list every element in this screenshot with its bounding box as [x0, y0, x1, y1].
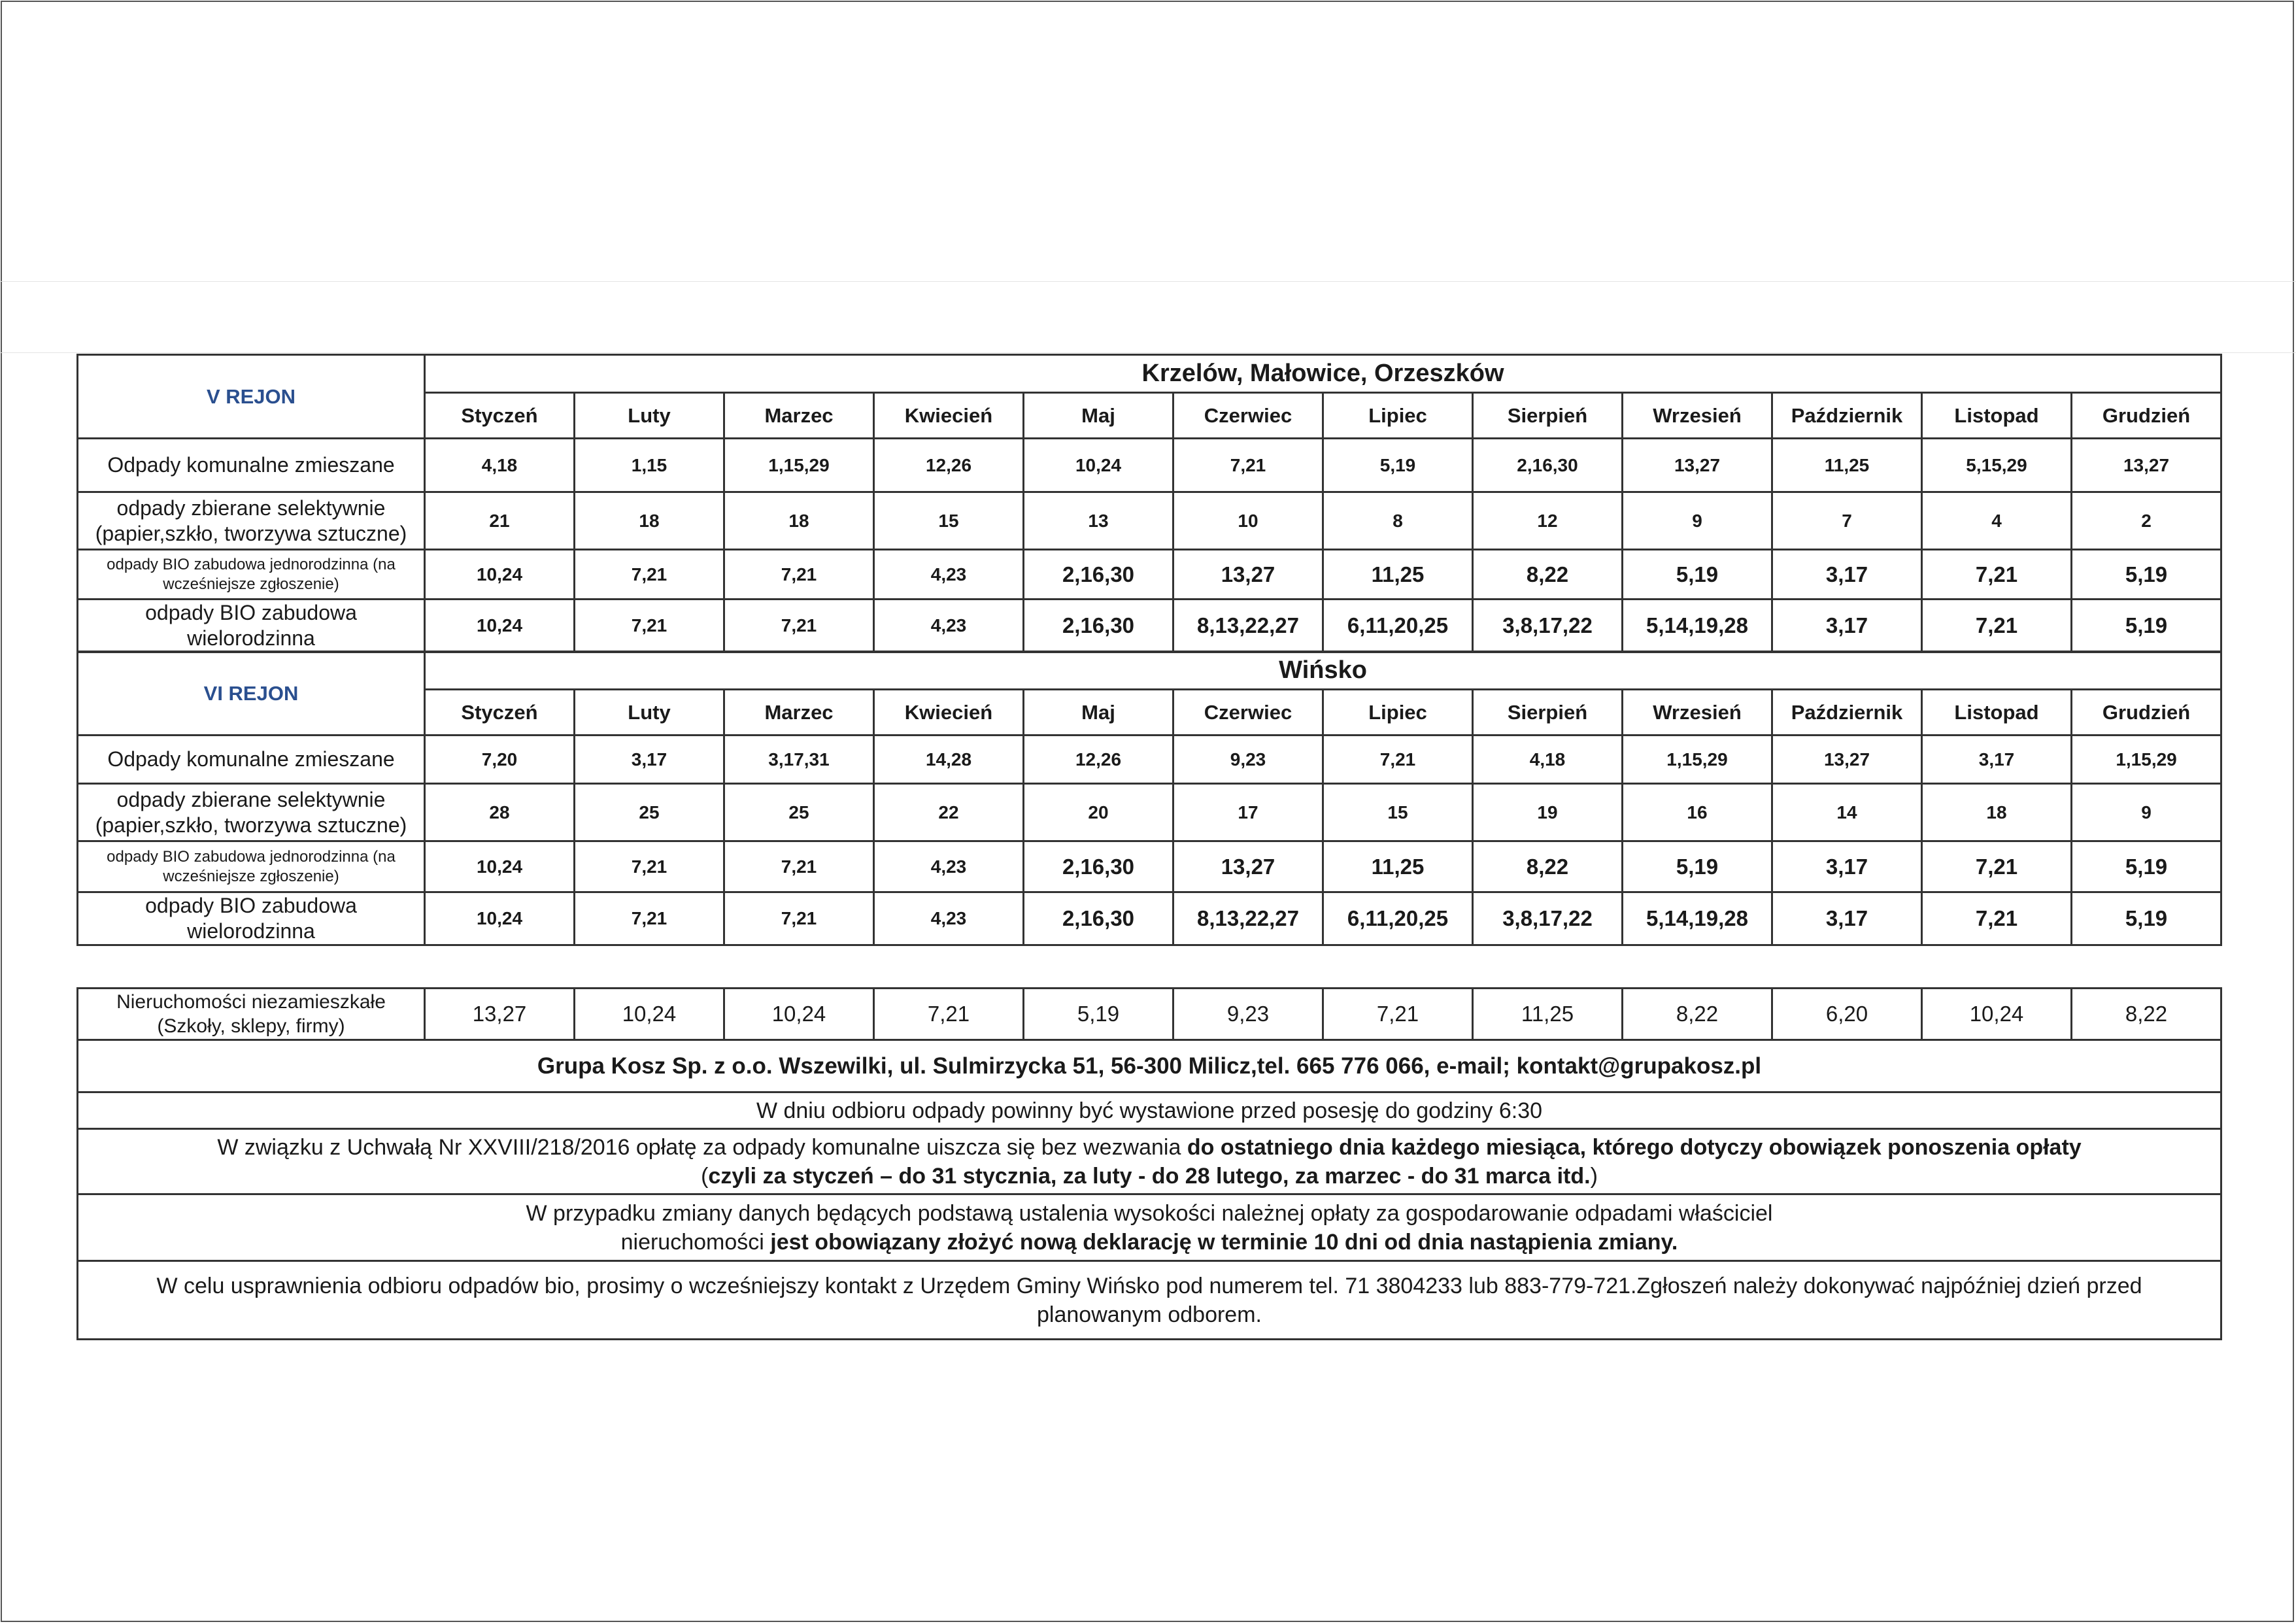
date-cell: 11,25 — [1323, 841, 1473, 892]
date-cell: 22 — [874, 784, 1024, 841]
date-cell: 4 — [1922, 492, 2072, 550]
month-header: Czerwiec — [1173, 393, 1323, 439]
date-cell: 13 — [1024, 492, 1173, 550]
month-header: Czerwiec — [1173, 690, 1323, 736]
date-cell: 5,19 — [2072, 600, 2221, 652]
date-cell: 11,25 — [1323, 550, 1473, 600]
table-row — [78, 550, 2221, 600]
row-label-line: wcześniejsze zgłoszenie) — [163, 867, 339, 885]
month-header: Sierpień — [1473, 393, 1623, 439]
region-locations: Wińsko — [425, 652, 2221, 690]
row-label: Odpady komunalne zmieszane — [78, 439, 425, 492]
date-cell: 5,19 — [1323, 439, 1473, 492]
date-cell: 7,21 — [1173, 439, 1323, 492]
date-cell: 2,16,30 — [1024, 841, 1173, 892]
date-cell: 5,19 — [2072, 550, 2221, 600]
payment-note — [78, 1129, 2221, 1194]
row-label-line: wcześniejsze zgłoszenie) — [163, 575, 339, 593]
date-cell: 3,8,17,22 — [1473, 600, 1623, 652]
table-row — [78, 492, 2221, 550]
row-label-line: wielorodzinna — [187, 919, 315, 943]
row-label — [78, 892, 425, 945]
month-header: Sierpień — [1473, 690, 1623, 736]
date-cell: 4,23 — [874, 841, 1024, 892]
nonresidential-row — [78, 989, 2221, 1040]
date-cell: 7,21 — [724, 841, 874, 892]
month-header: Listopad — [1922, 393, 2072, 439]
date-cell: 3,17 — [1772, 892, 1922, 945]
date-cell: 7,21 — [575, 892, 724, 945]
month-header: Styczeń — [425, 393, 575, 439]
date-cell: 6,20 — [1772, 989, 1922, 1040]
date-cell: 14 — [1772, 784, 1922, 841]
month-header: Listopad — [1922, 690, 2072, 736]
date-cell: 7,21 — [1922, 550, 2072, 600]
date-cell: 1,15,29 — [724, 439, 874, 492]
row-label-line: odpady BIO zabudowa — [145, 601, 357, 624]
date-cell: 14,28 — [874, 736, 1024, 784]
date-cell: 10,24 — [425, 841, 575, 892]
table-row — [78, 439, 2221, 492]
date-cell: 8,22 — [1473, 841, 1623, 892]
date-cell: 10,24 — [425, 892, 575, 945]
date-cell: 4,18 — [425, 439, 575, 492]
row-label: Odpady komunalne zmieszane — [78, 736, 425, 784]
month-header: Luty — [575, 690, 724, 736]
date-cell: 3,17 — [1772, 841, 1922, 892]
date-cell: 19 — [1473, 784, 1623, 841]
date-cell: 7,21 — [575, 550, 724, 600]
date-cell: 7,20 — [425, 736, 575, 784]
date-cell: 13,27 — [2072, 439, 2221, 492]
month-header: Marzec — [724, 690, 874, 736]
date-cell: 2,16,30 — [1473, 439, 1623, 492]
date-cell: 7,21 — [724, 550, 874, 600]
date-cell: 11,25 — [1772, 439, 1922, 492]
bio-contact-note — [78, 1261, 2221, 1340]
date-cell: 1,15,29 — [2072, 736, 2221, 784]
date-cell: 21 — [425, 492, 575, 550]
month-header: Luty — [575, 393, 724, 439]
date-cell: 3,17 — [575, 736, 724, 784]
company-info: Grupa Kosz Sp. z o.o. Wszewilki, ul. Sulmirzycka 51, 56-300 Milicz,tel. 665 776 066, e-mail; kontakt@grupakosz.pl — [78, 1040, 2221, 1092]
date-cell: 2,16,30 — [1024, 600, 1173, 652]
date-cell: 6,11,20,25 — [1323, 892, 1473, 945]
region-locations: Krzelów, Małowice, Orzeszków — [425, 355, 2221, 393]
payment-note-text: ( — [701, 1163, 709, 1189]
date-cell: 4,23 — [874, 550, 1024, 600]
date-cell: 8 — [1323, 492, 1473, 550]
payment-note-bold: do ostatniego dnia każdego miesiąca, którego dotyczy obowiązek ponoszenia opłaty — [1187, 1134, 2082, 1160]
date-cell: 7,21 — [724, 892, 874, 945]
month-header: Wrzesień — [1623, 393, 1772, 439]
date-cell: 13,27 — [1772, 736, 1922, 784]
date-cell: 4,23 — [874, 892, 1024, 945]
date-cell: 12,26 — [1024, 736, 1173, 784]
payment-note-text: ) — [1590, 1163, 1598, 1189]
date-cell: 4,18 — [1473, 736, 1623, 784]
month-header: Październik — [1772, 690, 1922, 736]
date-cell: 8,22 — [1623, 989, 1772, 1040]
month-header: Maj — [1024, 393, 1173, 439]
month-header: Grudzień — [2072, 393, 2221, 439]
date-cell: 2,16,30 — [1024, 892, 1173, 945]
date-cell: 18 — [575, 492, 724, 550]
schedule-table-region-vi — [76, 651, 2222, 946]
date-cell: 5,19 — [2072, 892, 2221, 945]
date-cell: 10 — [1173, 492, 1323, 550]
row-label — [78, 784, 425, 841]
date-cell: 5,19 — [1623, 841, 1772, 892]
date-cell: 5,14,19,28 — [1623, 892, 1772, 945]
month-header: Lipiec — [1323, 393, 1473, 439]
row-label-line: Nieruchomości niezamieszkałe — [116, 991, 386, 1013]
date-cell: 2,16,30 — [1024, 550, 1173, 600]
date-cell: 16 — [1623, 784, 1772, 841]
date-cell: 5,14,19,28 — [1623, 600, 1772, 652]
date-cell: 1,15 — [575, 439, 724, 492]
row-label-line: odpady BIO zabudowa — [145, 894, 357, 917]
row-label-line: wielorodzinna — [187, 626, 315, 650]
schedule-table-region-v — [76, 354, 2222, 653]
payment-note-bold: czyli za styczeń – do 31 stycznia, za luty - do 28 lutego, za marzec - do 31 marca itd. — [708, 1163, 1591, 1189]
pickup-time-note: W dniu odbioru odpady powinny być wystawione przed posesję do godziny 6:30 — [78, 1092, 2221, 1129]
row-label-line: odpady zbierane selektywnie — [116, 787, 386, 811]
info-table — [76, 987, 2222, 1340]
month-header: Styczeń — [425, 690, 575, 736]
date-cell: 8,22 — [2072, 989, 2221, 1040]
row-label — [78, 600, 425, 652]
month-header: Marzec — [724, 393, 874, 439]
date-cell: 7,21 — [575, 841, 724, 892]
date-cell: 13,27 — [1173, 550, 1323, 600]
table-row — [78, 841, 2221, 892]
month-header: Kwiecień — [874, 690, 1024, 736]
payment-note-text: W związku z Uchwałą Nr XXVIII/218/2016 opłatę za odpady komunalne uiszcza się bez wezwania — [217, 1134, 1187, 1160]
date-cell: 28 — [425, 784, 575, 841]
date-cell: 15 — [1323, 784, 1473, 841]
date-cell: 3,17 — [1772, 550, 1922, 600]
row-label-line: odpady zbierane selektywnie — [116, 496, 386, 520]
month-header: Lipiec — [1323, 690, 1473, 736]
date-cell: 5,19 — [1024, 989, 1173, 1040]
month-header: Wrzesień — [1623, 690, 1772, 736]
date-cell: 10,24 — [724, 989, 874, 1040]
date-cell: 7,21 — [1323, 989, 1473, 1040]
bio-contact-text: planowanym odborem. — [1037, 1302, 1262, 1327]
date-cell: 5,19 — [2072, 841, 2221, 892]
date-cell: 10,24 — [425, 600, 575, 652]
bio-contact-text: W celu usprawnienia odbioru odpadów bio, prosimy o wcześniejszy kontakt z Urzędem Gminy Wińsko pod numerem tel. 71 3804233 lub 883-779-721.Zgłoszeń należy dokonywać najpóźniej dzień przed — [156, 1273, 2142, 1298]
date-cell: 25 — [724, 784, 874, 841]
declaration-note-text: nieruchomości — [620, 1229, 771, 1255]
row-label — [78, 989, 425, 1040]
month-header: Kwiecień — [874, 393, 1024, 439]
declaration-note-bold: jest obowiązany złożyć nową deklarację w terminie 10 dni od dnia nastąpienia zmiany. — [770, 1229, 1678, 1255]
date-cell: 5,19 — [1623, 550, 1772, 600]
row-label-line: (Szkoły, sklepy, firmy) — [157, 1015, 345, 1037]
declaration-note — [78, 1194, 2221, 1261]
row-label — [78, 492, 425, 550]
date-cell: 7,21 — [1323, 736, 1473, 784]
date-cell: 25 — [575, 784, 724, 841]
date-cell: 10,24 — [1922, 989, 2072, 1040]
date-cell: 18 — [1922, 784, 2072, 841]
date-cell: 10,24 — [1024, 439, 1173, 492]
date-cell: 15 — [874, 492, 1024, 550]
faint-band — [0, 281, 2296, 353]
date-cell: 8,13,22,27 — [1173, 600, 1323, 652]
date-cell: 9 — [2072, 784, 2221, 841]
date-cell: 5,15,29 — [1922, 439, 2072, 492]
date-cell: 13,27 — [425, 989, 575, 1040]
date-cell: 17 — [1173, 784, 1323, 841]
region-name: V REJON — [78, 355, 425, 439]
date-cell: 10,24 — [425, 550, 575, 600]
date-cell: 3,8,17,22 — [1473, 892, 1623, 945]
declaration-note-text: W przypadku zmiany danych będących podstawą ustalenia wysokości należnej opłaty za gospodarowanie odpadami właściciel — [526, 1200, 1773, 1226]
date-cell: 18 — [724, 492, 874, 550]
date-cell: 7,21 — [874, 989, 1024, 1040]
date-cell: 7,21 — [575, 600, 724, 652]
date-cell: 7,21 — [1922, 841, 2072, 892]
date-cell: 8,22 — [1473, 550, 1623, 600]
row-label — [78, 550, 425, 600]
date-cell: 12 — [1473, 492, 1623, 550]
date-cell: 7,21 — [724, 600, 874, 652]
row-label-line: (papier,szkło, tworzywa sztuczne) — [95, 521, 407, 545]
table-row — [78, 736, 2221, 784]
row-label-line: (papier,szkło, tworzywa sztuczne) — [95, 813, 407, 837]
row-label — [78, 841, 425, 892]
table-row — [78, 892, 2221, 945]
date-cell: 9 — [1623, 492, 1772, 550]
date-cell: 13,27 — [1623, 439, 1772, 492]
row-label-line: odpady BIO zabudowa jednorodzinna (na — [107, 847, 396, 866]
date-cell: 11,25 — [1473, 989, 1623, 1040]
row-label-line: odpady BIO zabudowa jednorodzinna (na — [107, 555, 396, 573]
table-row — [78, 600, 2221, 652]
date-cell: 3,17 — [1922, 736, 2072, 784]
date-cell: 3,17 — [1772, 600, 1922, 652]
month-header: Grudzień — [2072, 690, 2221, 736]
date-cell: 4,23 — [874, 600, 1024, 652]
region-name: VI REJON — [78, 652, 425, 736]
date-cell: 7 — [1772, 492, 1922, 550]
date-cell: 20 — [1024, 784, 1173, 841]
date-cell: 9,23 — [1173, 989, 1323, 1040]
date-cell: 1,15,29 — [1623, 736, 1772, 784]
table-row — [78, 784, 2221, 841]
date-cell: 10,24 — [575, 989, 724, 1040]
date-cell: 7,21 — [1922, 600, 2072, 652]
date-cell: 8,13,22,27 — [1173, 892, 1323, 945]
date-cell: 12,26 — [874, 439, 1024, 492]
date-cell: 9,23 — [1173, 736, 1323, 784]
date-cell: 2 — [2072, 492, 2221, 550]
date-cell: 7,21 — [1922, 892, 2072, 945]
month-header: Maj — [1024, 690, 1173, 736]
month-header: Październik — [1772, 393, 1922, 439]
date-cell: 3,17,31 — [724, 736, 874, 784]
date-cell: 13,27 — [1173, 841, 1323, 892]
date-cell: 6,11,20,25 — [1323, 600, 1473, 652]
